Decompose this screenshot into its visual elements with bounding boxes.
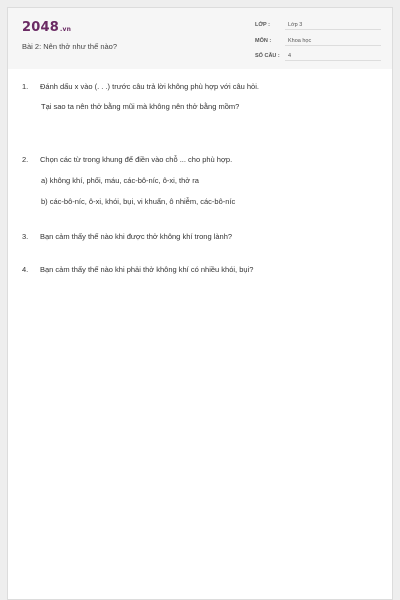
lesson-title: Bài 2: Nên thở như thế nào? <box>22 42 118 51</box>
question-2-line-b: b) các-bô-níc, ô-xi, khói, bụi, vi khuẩn, ô nhiễm, các-bô-níc <box>41 197 236 206</box>
meta-subject-value: Khoa học <box>285 36 381 46</box>
question-number: 2. <box>22 155 29 164</box>
meta-grade-label: LỚP : <box>255 22 270 28</box>
logo-suffix: .vn <box>59 26 72 33</box>
question-text: Chọn các từ trong khung để điền vào chỗ ... cho phù hợp. <box>40 155 233 164</box>
meta-grade-value: Lớp 3 <box>285 20 381 30</box>
question-number: 4. <box>22 265 29 274</box>
meta-subject-label: MÔN : <box>255 38 272 44</box>
question-number: 3. <box>22 232 29 241</box>
question-number: 1. <box>22 82 29 91</box>
logo-text: 2048 <box>22 20 59 35</box>
question-2-line-a: a) không khí, phổi, máu, các-bô-níc, ô-xi, thở ra <box>41 176 199 185</box>
worksheet-header <box>8 8 392 69</box>
question-text: Bạn cảm thấy thế nào khi được thở không khí trong lành? <box>40 232 233 241</box>
meta-grade <box>255 20 383 32</box>
question-text: Bạn cảm thấy thế nào khi phải thở không khí có nhiều khói, bụi? <box>40 265 254 274</box>
question-text: Đánh dấu x vào (. . .) trước câu trả lời không phù hợp với câu hỏi. <box>40 82 259 91</box>
question-1-line-1: Tại sao ta nên thở bằng mũi mà không nên thở bằng mồm? <box>41 102 240 111</box>
site-logo[interactable] <box>22 20 71 35</box>
meta-question-count <box>255 51 383 63</box>
meta-subject <box>255 36 383 48</box>
meta-question-count-value: 4 <box>285 51 381 61</box>
worksheet-page <box>7 7 393 600</box>
meta-question-count-label: SỐ CÂU : <box>255 53 280 59</box>
